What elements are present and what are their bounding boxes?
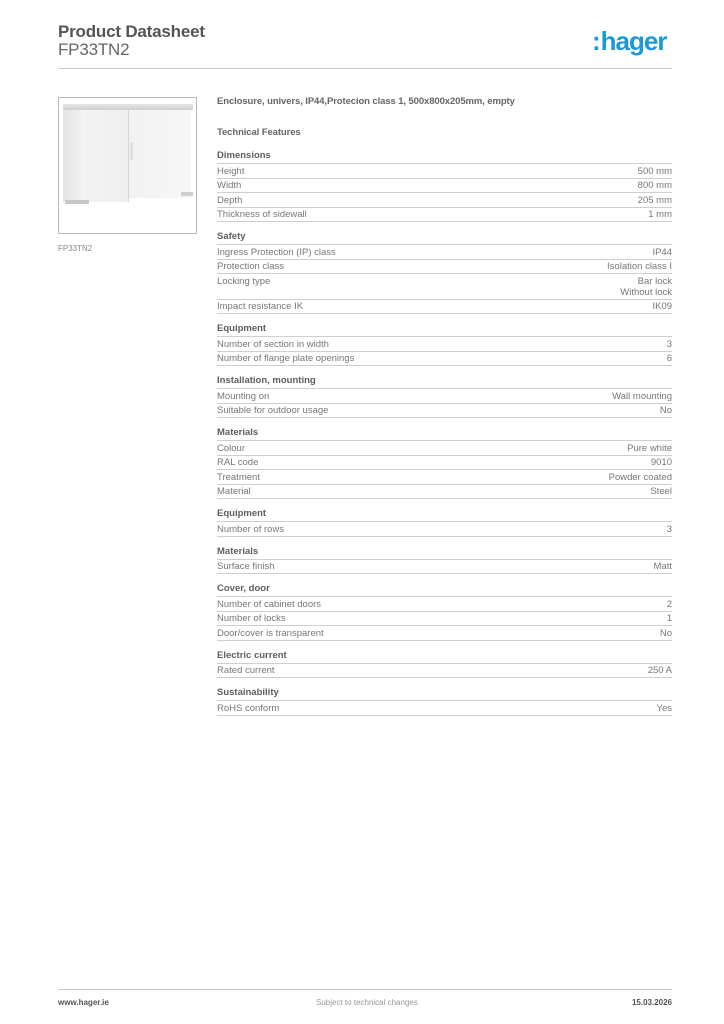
spec-value-text: 1 mm bbox=[648, 209, 672, 220]
spec-row bbox=[217, 612, 672, 627]
spec-label: Mounting on bbox=[217, 390, 270, 402]
spec-row bbox=[217, 441, 672, 456]
spec-row bbox=[217, 300, 672, 315]
spec-label: Door/cover is transparent bbox=[217, 627, 324, 639]
spec-value bbox=[667, 613, 672, 624]
spec-label: Ingress Protection (IP) class bbox=[217, 246, 336, 258]
spec-value bbox=[650, 486, 672, 497]
spec-value bbox=[667, 524, 672, 535]
spec-row bbox=[217, 701, 672, 716]
spec-value bbox=[667, 339, 672, 350]
footer-notice: Subject to technical changes bbox=[316, 998, 418, 1007]
spec-value bbox=[638, 166, 672, 177]
spec-value bbox=[652, 247, 672, 258]
enclosure-foot-left bbox=[65, 200, 89, 204]
hager-logo bbox=[592, 26, 666, 57]
spec-value bbox=[652, 301, 672, 312]
spec-value-text: 2 bbox=[666, 598, 672, 610]
spec-value bbox=[648, 209, 672, 220]
spec-value bbox=[667, 353, 672, 364]
spec-value bbox=[660, 628, 672, 639]
logo-colon-icon: : bbox=[592, 26, 600, 56]
spec-label: Treatment bbox=[217, 471, 260, 483]
spec-row bbox=[217, 337, 672, 352]
spec-value bbox=[651, 457, 672, 468]
spec-value bbox=[612, 391, 672, 402]
product-image bbox=[58, 97, 197, 234]
spec-value-text: Bar lock bbox=[637, 275, 672, 287]
spec-value-text: No bbox=[659, 627, 672, 639]
spec-label: Width bbox=[217, 180, 242, 191]
spec-section bbox=[217, 231, 672, 314]
spec-label: Material bbox=[217, 486, 251, 497]
spec-row bbox=[217, 626, 672, 641]
spec-value-text: 1 bbox=[666, 613, 672, 624]
spec-value bbox=[638, 195, 672, 206]
spec-row bbox=[217, 260, 672, 275]
spec-value-text: 6 bbox=[666, 353, 672, 364]
spec-label: Number of cabinet doors bbox=[217, 598, 322, 610]
spec-value bbox=[648, 665, 672, 676]
spec-section bbox=[217, 427, 672, 499]
spec-label: Number of rows bbox=[217, 523, 285, 535]
logo-text: hager bbox=[600, 26, 667, 56]
spec-label: Depth bbox=[217, 194, 243, 206]
spec-sections bbox=[217, 150, 672, 716]
spec-value bbox=[657, 703, 673, 714]
enclosure-right-door bbox=[129, 110, 191, 198]
enclosure-side bbox=[63, 110, 81, 202]
spec-label: Protection class bbox=[217, 261, 285, 272]
spec-row bbox=[217, 664, 672, 679]
section-title: Electric current bbox=[217, 650, 672, 664]
spec-value bbox=[607, 261, 672, 272]
footer-divider bbox=[58, 989, 672, 990]
spec-section bbox=[217, 650, 672, 679]
spec-section bbox=[217, 687, 672, 716]
spec-label: Number of locks bbox=[217, 613, 286, 624]
spec-label: Height bbox=[217, 165, 245, 177]
footer-website-link[interactable]: www.hager.ie bbox=[58, 998, 109, 1007]
section-title: Materials bbox=[217, 546, 672, 560]
image-caption: FP33TN2 bbox=[58, 244, 93, 253]
spec-value-text: 205 mm bbox=[637, 194, 672, 206]
spec-section bbox=[217, 508, 672, 537]
spec-value bbox=[638, 180, 672, 191]
spec-label: Impact resistance IK bbox=[217, 301, 304, 312]
spec-row bbox=[217, 274, 672, 300]
spec-row bbox=[217, 456, 672, 471]
spec-label: Rated current bbox=[217, 665, 275, 676]
door-handle bbox=[130, 142, 133, 160]
spec-label: Surface finish bbox=[217, 561, 275, 572]
spec-section bbox=[217, 546, 672, 575]
spec-row bbox=[217, 208, 672, 223]
spec-value-text: No bbox=[659, 405, 672, 416]
datasheet-content bbox=[217, 96, 672, 725]
spec-row bbox=[217, 179, 672, 194]
spec-row bbox=[217, 470, 672, 485]
spec-value-text: Pure white bbox=[627, 442, 672, 454]
spec-value-text: Matt bbox=[653, 561, 672, 572]
spec-label: Thickness of sidewall bbox=[217, 209, 307, 220]
section-title: Materials bbox=[217, 427, 672, 441]
spec-section bbox=[217, 323, 672, 366]
spec-section bbox=[217, 150, 672, 222]
spec-label: Colour bbox=[217, 442, 245, 454]
spec-row bbox=[217, 522, 672, 537]
spec-value bbox=[667, 599, 672, 610]
enclosure-foot-right bbox=[181, 192, 193, 196]
section-title: Sustainability bbox=[217, 687, 672, 701]
spec-row bbox=[217, 245, 672, 260]
spec-value-text: 3 bbox=[666, 338, 672, 350]
spec-row bbox=[217, 404, 672, 419]
spec-row bbox=[217, 560, 672, 575]
spec-value-text: IP44 bbox=[652, 246, 672, 258]
section-title: Cover, door bbox=[217, 583, 672, 597]
spec-label: RoHS conform bbox=[217, 702, 280, 714]
spec-value-text: 250 A bbox=[647, 665, 672, 676]
footer-date: 15.03.2026 bbox=[631, 998, 672, 1007]
spec-value-text: Isolation class I bbox=[607, 261, 672, 272]
spec-row bbox=[217, 164, 672, 179]
section-title: Installation, mounting bbox=[217, 375, 672, 389]
spec-label: Suitable for outdoor usage bbox=[217, 405, 329, 416]
product-code: FP33TN2 bbox=[58, 40, 130, 59]
spec-section bbox=[217, 375, 672, 418]
spec-value-text: Powder coated bbox=[608, 471, 672, 483]
spec-value bbox=[660, 405, 672, 416]
technical-features-heading: Technical Features bbox=[217, 127, 301, 138]
header-title: Product Datasheet bbox=[58, 22, 205, 41]
spec-row bbox=[217, 485, 672, 500]
spec-value-text: 9010 bbox=[650, 457, 672, 468]
spec-value-text: 3 bbox=[666, 523, 672, 535]
header-divider bbox=[58, 68, 672, 69]
spec-value bbox=[620, 276, 672, 298]
spec-label: RAL code bbox=[217, 457, 259, 468]
spec-row bbox=[217, 389, 672, 404]
spec-value-text: Steel bbox=[650, 486, 672, 497]
spec-value-text-secondary: Without lock bbox=[620, 286, 672, 298]
enclosure-illustration bbox=[63, 104, 193, 207]
spec-section bbox=[217, 583, 672, 641]
spec-label: Locking type bbox=[217, 275, 271, 287]
spec-value-text: 800 mm bbox=[637, 180, 672, 191]
spec-value bbox=[654, 561, 672, 572]
spec-value-text: Wall mounting bbox=[612, 390, 672, 402]
spec-row bbox=[217, 597, 672, 612]
section-title: Dimensions bbox=[217, 150, 672, 164]
spec-value bbox=[609, 472, 672, 483]
spec-row bbox=[217, 352, 672, 367]
spec-label: Number of flange plate openings bbox=[217, 353, 355, 364]
spec-value-text: Yes bbox=[656, 702, 672, 714]
spec-value bbox=[627, 443, 672, 454]
enclosure-left-door bbox=[81, 110, 129, 202]
section-title: Equipment bbox=[217, 508, 672, 522]
spec-row bbox=[217, 193, 672, 208]
spec-value-text: IK09 bbox=[652, 301, 672, 312]
spec-value-text: 500 mm bbox=[637, 165, 672, 177]
section-title: Equipment bbox=[217, 323, 672, 337]
spec-label: Number of section in width bbox=[217, 338, 329, 350]
section-title: Safety bbox=[217, 231, 672, 245]
product-description: Enclosure, univers, IP44,Protecion class 1, 500x800x205mm, empty bbox=[217, 96, 515, 107]
